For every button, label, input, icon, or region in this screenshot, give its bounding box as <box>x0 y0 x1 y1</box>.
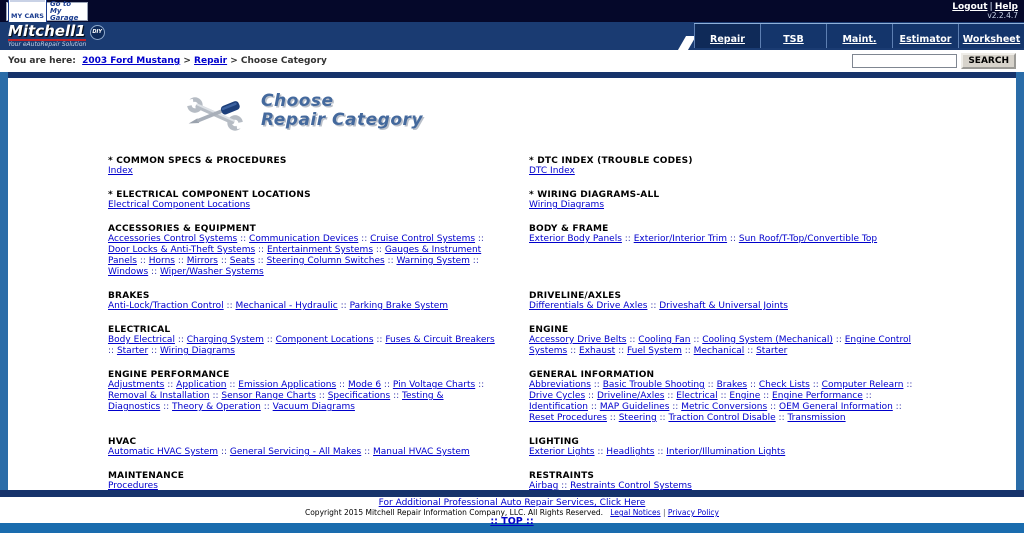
link-separator: :: <box>254 256 267 266</box>
category-heading: * WIRING DIAGRAMS-ALL <box>529 190 660 200</box>
category-link[interactable]: Reset Procedures <box>529 413 607 423</box>
privacy-policy-link[interactable]: Privacy Policy <box>667 508 719 517</box>
category-section <box>529 156 918 177</box>
category-link[interactable]: Electrical Component Locations <box>108 200 251 210</box>
category-link[interactable]: Abbreviations <box>529 380 591 390</box>
category-section <box>108 156 497 177</box>
category-row <box>108 325 918 357</box>
search-button[interactable]: SEARCH <box>961 53 1016 69</box>
mitchell1-logo <box>8 23 105 48</box>
breadcrumb-current: Choose Category <box>240 56 327 66</box>
link-separator: :: <box>263 335 276 345</box>
tab-maint[interactable] <box>826 24 892 48</box>
category-links <box>529 335 918 357</box>
category-link[interactable]: Sun Roof/T-Top/Convertible Top <box>738 234 878 244</box>
category-link[interactable]: Sensor Range Charts <box>221 391 316 401</box>
category-link[interactable]: Component Locations <box>275 335 374 345</box>
category-link[interactable]: Airbag <box>529 481 559 490</box>
category-link[interactable]: Differentials & Drive Axles <box>529 301 648 311</box>
category-rows <box>8 156 1016 490</box>
category-link[interactable]: Drive Cycles <box>529 391 586 401</box>
category-heading: HVAC <box>108 437 137 447</box>
category-link[interactable]: Steering <box>618 413 657 423</box>
category-links <box>108 380 497 413</box>
category-section <box>529 370 918 424</box>
link-separator: :: <box>775 413 788 423</box>
link-separator: :: <box>727 234 739 244</box>
category-link[interactable]: Wiper/Washer Systems <box>159 267 264 277</box>
category-link[interactable]: Emission Applications <box>238 380 337 390</box>
category-link[interactable]: Body Electrical <box>108 335 175 345</box>
category-link[interactable]: Cooling Fan <box>638 335 691 345</box>
category-links <box>108 481 497 490</box>
main-area <box>0 72 1024 490</box>
topbar-divider: | <box>989 2 993 12</box>
category-link[interactable]: Accessory Drive Belts <box>529 335 627 345</box>
logout-link[interactable]: Logout <box>952 2 988 12</box>
link-separator: :: <box>384 256 397 266</box>
additional-services-link[interactable]: For Additional Professional Auto Repair Services, Click Here <box>378 498 646 508</box>
link-separator: :: <box>361 447 374 457</box>
category-link[interactable]: Theory & Operation <box>172 402 261 412</box>
category-row <box>108 156 918 177</box>
category-link[interactable]: MAP Guidelines <box>599 402 670 412</box>
link-separator: :: <box>621 234 634 244</box>
link-separator: :: <box>585 391 597 401</box>
category-row <box>108 437 918 458</box>
category-links <box>529 380 918 424</box>
footer-navy-bar <box>0 490 1024 497</box>
link-separator: :: <box>136 256 149 266</box>
link-separator: :: <box>373 245 385 255</box>
category-links <box>108 166 497 177</box>
category-link[interactable]: Specifications <box>327 391 391 401</box>
category-links <box>529 481 918 490</box>
category-link[interactable]: Starter <box>756 346 788 356</box>
diy-badge-icon: DIY <box>90 25 105 40</box>
category-link[interactable]: Fuses & Circuit Breakers <box>385 335 495 345</box>
title-block <box>183 92 1016 140</box>
category-links <box>108 200 497 211</box>
category-link[interactable]: Headlights <box>606 447 655 457</box>
category-link[interactable]: Anti-Lock/Traction Control <box>108 301 224 311</box>
page-title-line1: Choose <box>261 91 334 111</box>
category-link[interactable]: Index <box>108 166 133 176</box>
category-link[interactable]: Transmission <box>787 413 846 423</box>
category-heading: ELECTRICAL <box>108 325 171 335</box>
category-link[interactable]: Horns <box>148 256 175 266</box>
link-separator: :: <box>209 391 222 401</box>
link-separator: :: <box>358 234 371 244</box>
category-link[interactable]: Manual HVAC System <box>373 447 470 457</box>
tools-icon <box>183 92 247 140</box>
category-links <box>529 234 918 245</box>
category-heading: RESTRAINTS <box>529 471 595 481</box>
link-separator: :: <box>903 380 913 390</box>
category-link[interactable]: Adjustments <box>108 380 165 390</box>
topbar-right <box>952 2 1018 20</box>
link-separator: :: <box>717 391 730 401</box>
category-link[interactable]: Computer Relearn <box>821 380 904 390</box>
category-row <box>108 370 918 424</box>
link-separator: :: <box>218 447 230 457</box>
link-separator: :: <box>469 256 479 266</box>
category-heading: * DTC INDEX (TROUBLE CODES) <box>529 156 693 166</box>
category-heading: * ELECTRICAL COMPONENT LOCATIONS <box>108 190 311 200</box>
link-separator: :: <box>174 335 187 345</box>
category-links <box>529 200 918 211</box>
link-separator: :: <box>260 402 273 412</box>
category-link[interactable]: Steering Column Switches <box>266 256 385 266</box>
category-link[interactable]: Testing & Diagnostics <box>108 391 444 412</box>
topbar <box>0 0 1024 22</box>
category-links <box>108 335 497 357</box>
category-link[interactable]: Vacuum Diagrams <box>272 402 355 412</box>
category-link[interactable]: Wiring Diagrams <box>159 346 235 356</box>
category-link[interactable]: Exterior Lights <box>529 447 595 457</box>
category-link[interactable]: OEM General Information <box>778 402 893 412</box>
go-to-garage-label: Go to My Garage <box>49 0 79 22</box>
category-link[interactable]: Engine <box>729 391 761 401</box>
link-separator: :: <box>315 391 328 401</box>
content-panel <box>8 72 1016 490</box>
breadcrumb-items <box>82 56 327 66</box>
link-separator: :: <box>218 256 230 266</box>
logo-text: Mitchell1 <box>8 22 86 40</box>
category-section <box>529 471 918 490</box>
go-to-my-garage-button[interactable] <box>6 2 88 21</box>
category-heading: MAINTENANCE <box>108 471 185 481</box>
link-separator: :: <box>108 346 117 356</box>
link-separator: :: <box>381 380 393 390</box>
link-separator: :: <box>862 391 872 401</box>
category-link[interactable]: Wiring Diagrams <box>529 200 605 210</box>
category-link[interactable]: Interior/Illumination Lights <box>666 447 786 457</box>
logo-tagline: Your eAutoRepair Solution <box>8 41 87 48</box>
category-link[interactable]: Engine Control Systems <box>529 335 911 356</box>
my-cars-plate-icon <box>8 0 47 24</box>
link-separator: :: <box>606 413 619 423</box>
category-row <box>108 471 918 490</box>
category-links <box>529 301 918 312</box>
category-heading: LIGHTING <box>529 437 580 447</box>
category-section <box>108 471 497 490</box>
link-separator: :: <box>337 301 350 311</box>
link-separator: :: <box>558 481 571 490</box>
link-separator: :: <box>148 346 160 356</box>
category-link[interactable]: DTC Index <box>529 166 575 176</box>
category-link[interactable]: Exhaust <box>579 346 616 356</box>
help-link[interactable]: Help <box>994 2 1018 12</box>
tab-worksheet[interactable] <box>958 24 1024 48</box>
category-links <box>529 166 918 177</box>
category-heading: BODY & FRAME <box>529 224 609 234</box>
category-link[interactable]: Mode 6 <box>347 380 382 390</box>
breadcrumb-link[interactable]: 2003 Ford Mustang <box>82 56 181 66</box>
category-links <box>529 447 918 458</box>
category-link[interactable]: Identification <box>529 402 589 412</box>
link-separator: :: <box>475 234 484 244</box>
link-separator: :: <box>832 335 845 345</box>
category-link[interactable]: Warning System <box>396 256 470 266</box>
tab-estimator[interactable] <box>892 24 958 48</box>
link-separator: :: <box>174 256 187 266</box>
category-link[interactable]: Cooling System (Mechanical) <box>702 335 833 345</box>
link-separator: :: <box>615 346 627 356</box>
category-link[interactable]: Driveshaft & Universal Joints <box>659 301 788 311</box>
category-link[interactable]: Door Locks & Anti-Theft Systems <box>108 245 256 255</box>
category-link[interactable]: Mechanical - Hydraulic <box>235 301 338 311</box>
breadcrumb-separator: > <box>227 56 241 66</box>
page-title-line2: Repair Category <box>261 110 423 130</box>
link-separator: :: <box>626 335 639 345</box>
link-separator: :: <box>390 391 402 401</box>
category-link[interactable]: Exterior Body Panels <box>529 234 622 244</box>
tab-repair[interactable] <box>694 24 760 48</box>
tab-label: Maint. <box>842 34 877 45</box>
link-separator: :: <box>760 391 773 401</box>
header <box>0 22 1024 50</box>
link-separator: :: <box>590 380 603 390</box>
category-section <box>529 291 918 312</box>
category-link[interactable]: Accessories Control Systems <box>108 234 238 244</box>
search-input[interactable] <box>852 54 957 68</box>
link-separator: :: <box>664 391 677 401</box>
link-separator: :: <box>226 380 239 390</box>
category-section <box>108 190 497 211</box>
category-section <box>529 437 918 458</box>
footer <box>0 497 1024 527</box>
category-link[interactable]: Restraints Control Systems <box>570 481 692 490</box>
category-link[interactable]: Exterior/Interior Trim <box>633 234 728 244</box>
category-links <box>108 234 497 278</box>
category-link[interactable]: Mirrors <box>186 256 218 266</box>
category-links <box>108 447 497 458</box>
category-row <box>108 291 918 312</box>
link-separator: :: <box>475 380 485 390</box>
category-section <box>108 370 497 424</box>
category-link[interactable]: Metric Conversions <box>681 402 768 412</box>
category-heading: DRIVELINE/AXLES <box>529 291 622 301</box>
link-separator: :: <box>237 234 250 244</box>
link-separator: :: <box>336 380 348 390</box>
link-separator: :: <box>767 402 779 412</box>
link-separator: :: <box>647 301 660 311</box>
category-heading: * COMMON SPECS & PROCEDURES <box>108 156 287 166</box>
category-section <box>529 224 918 278</box>
category-link[interactable]: General Servicing - All Makes <box>229 447 362 457</box>
category-link[interactable]: Basic Trouble Shooting <box>602 380 705 390</box>
link-separator: :: <box>892 402 902 412</box>
link-separator: :: <box>223 301 236 311</box>
category-section <box>529 325 918 357</box>
tab-label: Repair <box>710 34 745 45</box>
category-link[interactable]: Pin Voltage Charts <box>392 380 476 390</box>
link-separator: :: <box>654 447 667 457</box>
breadcrumb-link[interactable]: Repair <box>194 56 228 66</box>
category-link[interactable]: Gauges & Instrument Panels <box>108 245 482 266</box>
link-separator: :: <box>656 413 669 423</box>
tab-label: Worksheet <box>962 34 1021 45</box>
page-title <box>261 92 423 130</box>
category-link[interactable]: Entertainment Systems <box>266 245 374 255</box>
utility-row <box>0 50 1024 72</box>
link-separator: :: <box>588 402 600 412</box>
link-separator: :: <box>160 402 173 412</box>
category-link[interactable]: Application <box>176 380 227 390</box>
tab-label: Estimator <box>899 34 952 45</box>
footer-pipe: | <box>662 508 666 517</box>
category-heading: BRAKES <box>108 291 150 301</box>
category-link[interactable]: Driveline/Axles <box>596 391 665 401</box>
category-link[interactable]: Procedures <box>108 481 158 490</box>
version-label: v2.2.4.7 <box>987 11 1018 20</box>
category-link[interactable]: Parking Brake System <box>349 301 449 311</box>
category-section <box>108 291 497 312</box>
category-link[interactable]: Traction Control Disable <box>668 413 776 423</box>
link-separator: :: <box>669 402 682 412</box>
search-area <box>852 53 1016 69</box>
category-heading: ENGINE PERFORMANCE <box>108 370 230 380</box>
category-section <box>108 437 497 458</box>
category-heading: ACCESSORIES & EQUIPMENT <box>108 224 256 234</box>
copyright-text: Copyright 2015 Mitchell Repair Information Company, LLC. All Rights Reserved. <box>304 508 604 517</box>
category-link[interactable]: Brakes <box>716 380 748 390</box>
legal-notices-link[interactable]: Legal Notices <box>610 508 661 517</box>
tab-label: TSB <box>783 34 804 45</box>
breadcrumb-separator: > <box>180 56 195 66</box>
category-row <box>108 190 918 211</box>
category-link[interactable]: Mechanical <box>693 346 745 356</box>
category-link[interactable]: Electrical <box>676 391 718 401</box>
category-link[interactable]: Charging System <box>186 335 264 345</box>
link-separator: :: <box>704 380 717 390</box>
link-separator: :: <box>148 267 160 277</box>
category-link[interactable]: Starter <box>116 346 149 356</box>
breadcrumb-prefix: You are here: <box>8 56 76 66</box>
category-link[interactable]: Communication Devices <box>249 234 359 244</box>
category-heading: GENERAL INFORMATION <box>529 370 655 380</box>
category-section <box>108 325 497 357</box>
link-separator: :: <box>594 447 607 457</box>
link-separator: :: <box>255 245 267 255</box>
category-link[interactable]: Removal & Installation <box>108 391 210 401</box>
link-separator: :: <box>690 335 703 345</box>
my-cars-plate-label: MY CARS <box>11 12 44 20</box>
category-link[interactable]: Fuel System <box>627 346 682 356</box>
link-separator: :: <box>567 346 580 356</box>
category-section <box>108 224 497 278</box>
tab-tsb[interactable] <box>760 24 826 48</box>
category-link[interactable]: Engine Performance <box>772 391 863 401</box>
link-separator: :: <box>373 335 386 345</box>
breadcrumb <box>8 56 327 66</box>
category-link[interactable]: Seats <box>229 256 255 266</box>
top-link[interactable]: :: TOP :: <box>490 516 534 527</box>
link-separator: :: <box>747 380 759 390</box>
category-link[interactable]: Automatic HVAC System <box>108 447 219 457</box>
link-separator: :: <box>809 380 822 390</box>
category-link[interactable]: Windows <box>108 267 149 277</box>
link-separator: :: <box>164 380 177 390</box>
category-row <box>108 224 918 278</box>
category-section <box>529 190 918 211</box>
category-link[interactable]: Check Lists <box>758 380 810 390</box>
category-link[interactable]: Cruise Control Systems <box>370 234 476 244</box>
link-separator: :: <box>744 346 757 356</box>
link-separator: :: <box>681 346 694 356</box>
nav-tabs <box>694 23 1024 48</box>
category-heading: ENGINE <box>529 325 569 335</box>
category-links <box>108 301 497 312</box>
